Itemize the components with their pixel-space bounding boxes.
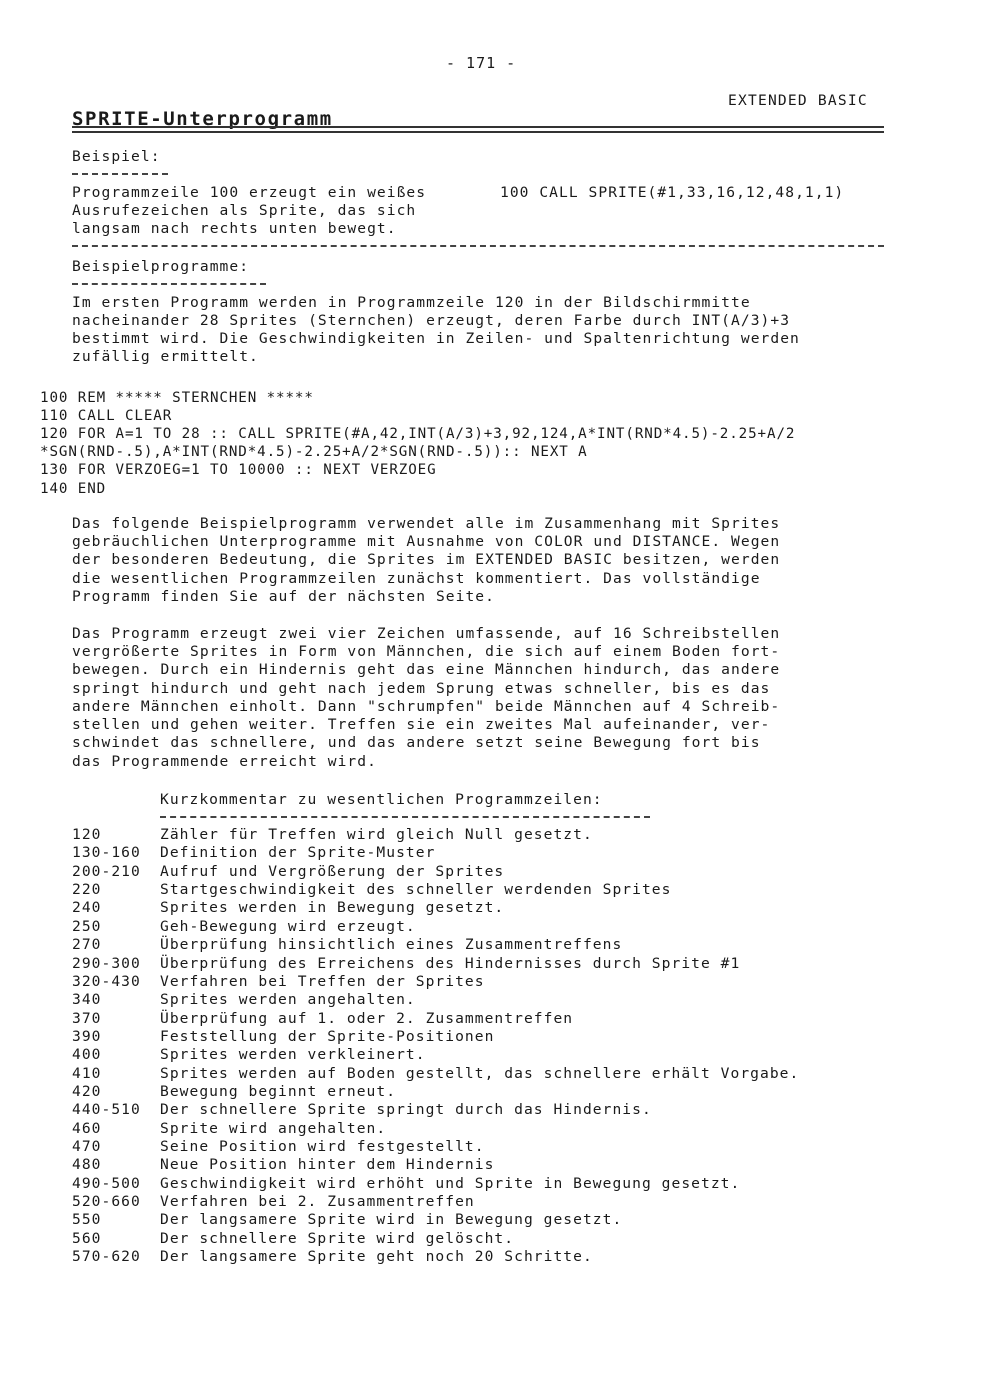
commentary-line-number: 400 — [72, 1046, 102, 1064]
paragraph-line: bewegen. Durch ein Hindernis geht das eine Männchen hindurch, das andere — [72, 661, 781, 678]
paragraph-line: springt hindurch und geht nach jedem Sprung etwas schneller, bis es das — [72, 680, 771, 697]
commentary-line-text: Definition der Sprite-Muster — [160, 844, 436, 862]
paragraph-line: der besonderen Bedeutung, die Sprites im EXTENDED BASIC besitzen, werden — [72, 551, 781, 568]
commentary-line-number: 560 — [72, 1229, 102, 1247]
paragraph-line: Das Programm erzeugt zwei vier Zeichen umfassende, auf 16 Schreibstellen — [72, 625, 781, 642]
commentary-line-text: Sprites werden in Bewegung gesetzt. — [160, 899, 505, 917]
commentary-line-number: 240 — [72, 899, 102, 917]
commentary-line-text: Überprüfung auf 1. oder 2. Zusammentreffen — [160, 1009, 574, 1027]
paragraph-line: das Programmende erreicht wird. — [72, 753, 377, 770]
listing-line: 100 REM ***** STERNCHEN ***** — [40, 390, 314, 406]
commentary-line-text: Überprüfung hinsichtlich eines Zusammentreffens — [160, 936, 623, 954]
intro-line: zufällig ermittelt. — [72, 348, 259, 365]
commentary-line-text: Aufruf und Vergrößerung der Sprites — [160, 862, 505, 880]
listing-line: 130 FOR VERZOEG=1 TO 10000 :: NEXT VERZOEG — [40, 462, 437, 478]
intro-line: nacheinander 28 Sprites (Sternchen) erzeugt, deren Farbe durch INT(A/3)+3 — [72, 312, 791, 329]
commentary-line-text: Bewegung beginnt erneut. — [160, 1082, 397, 1100]
commentary-line-number: 340 — [72, 991, 102, 1009]
double-rule — [72, 126, 884, 144]
commentary-line-number: 270 — [72, 936, 102, 954]
paragraph-line: andere Männchen einholt. Dann "schrumpfen" beide Männchen auf 4 Schreib- — [72, 698, 781, 715]
page-title: SPRITE-Unterprogramm — [72, 108, 333, 130]
intro-line: bestimmt wird. Die Geschwindigkeiten in Zeilen- und Spaltenrichtung werden — [72, 330, 800, 347]
commentary-line-number: 130-160 — [72, 844, 141, 862]
commentary-line-number: 320-430 — [72, 972, 141, 990]
commentary-line-text: Seine Position wird festgestellt. — [160, 1138, 485, 1155]
listing-line: 110 CALL CLEAR — [40, 408, 173, 424]
commentary-line-number: 420 — [72, 1082, 102, 1100]
commentary-line-text: Feststellung der Sprite-Positionen — [160, 1027, 495, 1045]
example-programs-underline — [72, 283, 266, 285]
paragraph-line: Programm finden Sie auf der nächsten Seite. — [72, 588, 495, 605]
commentary-line-text: Sprite wird angehalten. — [160, 1119, 387, 1137]
commentary-line-text: Verfahren bei Treffen der Sprites — [160, 972, 485, 990]
commentary-line-text: Geschwindigkeit wird erhöht und Sprite in Bewegung gesetzt. — [160, 1174, 741, 1192]
paragraph-line: Das folgende Beispielprogramm verwendet alle im Zusammenhang mit Sprites — [72, 515, 781, 532]
listing-line: 120 FOR A=1 TO 28 :: CALL SPRITE(#A,42,INT(A/3)+3,92,124,A*INT(RND*4.5)-2.25+A/2 — [40, 426, 796, 442]
paragraph-line: gebräuchlichen Unterprogramme mit Ausnahme von COLOR und DISTANCE. Wegen — [72, 533, 781, 550]
commentary-line-text: Neue Position hinter dem Hindernis — [160, 1156, 495, 1174]
commentary-heading: Kurzkommentar zu wesentlichen Programmzeilen: — [160, 791, 603, 808]
commentary-line-number: 290-300 — [72, 954, 141, 972]
commentary-line-number: 370 — [72, 1009, 102, 1027]
example-heading: Beispiel: — [72, 148, 161, 165]
commentary-line-number: 480 — [72, 1156, 102, 1174]
commentary-heading-underline — [160, 816, 650, 818]
commentary-line-text: Sprites werden auf Boden gestellt, das schnellere erhält Vorgabe. — [160, 1064, 800, 1082]
commentary-line-number: 250 — [72, 917, 102, 935]
example-code: 100 CALL SPRITE(#1,33,16,12,48,1,1) — [500, 184, 845, 201]
commentary-line-text: Zähler für Treffen wird gleich Null gesetzt. — [160, 826, 593, 843]
commentary-line-text: Der langsamere Sprite wird in Bewegung gesetzt. — [160, 1211, 623, 1229]
example-description-line: Ausrufezeichen als Sprite, das sich — [72, 202, 417, 219]
commentary-line-number: 460 — [72, 1119, 102, 1137]
commentary-line-number: 520-660 — [72, 1193, 141, 1210]
section-divider — [72, 245, 884, 247]
commentary-line-number: 410 — [72, 1064, 102, 1082]
paragraph-line: die wesentlichen Programmzeilen zunächst kommentiert. Das vollständige — [72, 570, 761, 587]
commentary-line-text: Der schnellere Sprite springt durch das Hindernis. — [160, 1101, 652, 1119]
commentary-line-number: 550 — [72, 1211, 102, 1229]
listing-line: *SGN(RND-.5),A*INT(RND*4.5)-2.25+A/2*SGN(RND-.5)):: NEXT A — [40, 444, 588, 460]
commentary-line-text: Geh-Bewegung wird erzeugt. — [160, 917, 416, 935]
example-description-line: Programmzeile 100 erzeugt ein weißes — [72, 184, 427, 201]
commentary-line-number: 200-210 — [72, 862, 141, 880]
listing-line: 140 END — [40, 481, 107, 497]
commentary-line-number: 220 — [72, 881, 102, 898]
commentary-line-text: Startgeschwindigkeit des schneller werdenden Sprites — [160, 881, 672, 898]
example-description-line: langsam nach rechts unten bewegt. — [72, 220, 397, 237]
paragraph-line: stellen und gehen weiter. Treffen sie ein zweites Mal aufeinander, ver- — [72, 716, 771, 733]
commentary-line-text: Verfahren bei 2. Zusammentreffen — [160, 1193, 475, 1210]
commentary-line-text: Überprüfung des Erreichens des Hindernisses durch Sprite #1 — [160, 954, 741, 972]
running-head: EXTENDED BASIC — [728, 92, 868, 109]
commentary-line-number: 390 — [72, 1027, 102, 1045]
commentary-line-text: Sprites werden verkleinert. — [160, 1046, 426, 1064]
commentary-line-text: Sprites werden angehalten. — [160, 991, 416, 1009]
commentary-line-number: 470 — [72, 1138, 102, 1155]
commentary-line-number: 120 — [72, 826, 102, 843]
intro-line: Im ersten Programm werden in Programmzeile 120 in der Bildschirmmitte — [72, 294, 751, 311]
example-programs-heading: Beispielprogramme: — [72, 258, 250, 275]
page-number: - 171 - — [446, 54, 517, 72]
commentary-line-number: 490-500 — [72, 1174, 141, 1192]
commentary-line-text: Der langsamere Sprite geht noch 20 Schritte. — [160, 1248, 593, 1265]
commentary-line-number: 440-510 — [72, 1101, 141, 1119]
example-heading-underline — [72, 173, 168, 175]
commentary-line-number: 570-620 — [72, 1248, 141, 1265]
commentary-line-text: Der schnellere Sprite wird gelöscht. — [160, 1229, 515, 1247]
paragraph-line: vergrößerte Sprites in Form von Männchen, die sich auf einem Boden fort- — [72, 643, 781, 660]
paragraph-line: schwindet das schnellere, und das andere setzt seine Bewegung fort bis — [72, 734, 761, 751]
